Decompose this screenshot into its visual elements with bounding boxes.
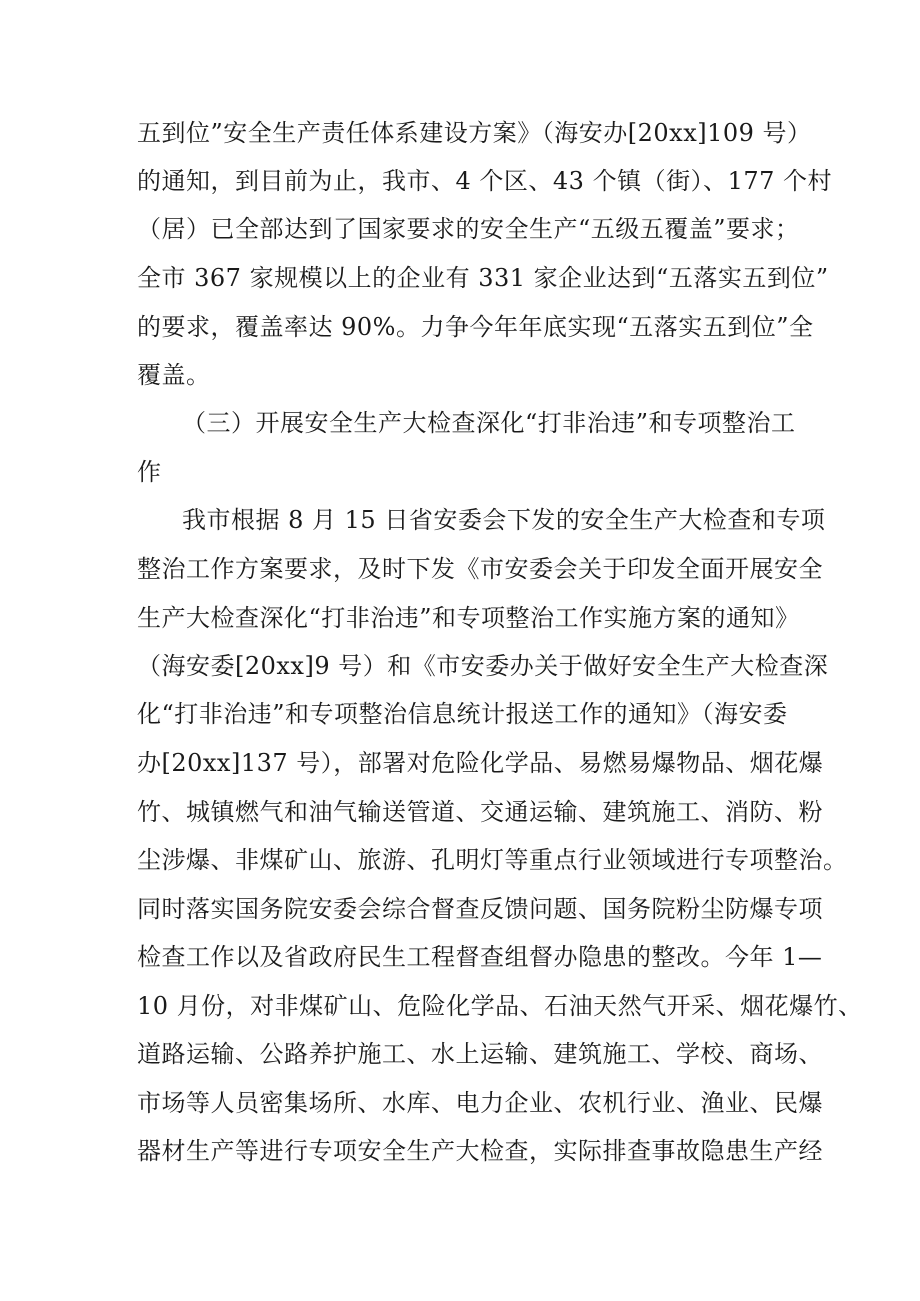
section-heading: （三）开展安全生产大检查深化“打非治违”和专项整治工 [182, 409, 796, 437]
text-line: 五到位”安全生产责任体系建设方案》（海安办[20xx]109 号） [137, 119, 812, 147]
text-line: 生产大检查深化“打非治违”和专项整治工作实施方案的通知》 [137, 604, 800, 632]
text-line: 检查工作以及省政府民生工程督查组督办隐患的整改。今年 1— [137, 943, 823, 971]
text-line: 道路运输、公路养护施工、水上运输、建筑施工、学校、商场、 [137, 1040, 823, 1068]
text-line: 尘涉爆、非煤矿山、旅游、孔明灯等重点行业领域进行专项整治。 [137, 846, 848, 874]
text-line: 器材生产等进行专项安全生产大检查，实际排查事故隐患生产经 [137, 1137, 823, 1165]
text-line: 我市根据 8 月 15 日省安委会下发的安全生产大检查和专项 [182, 506, 826, 534]
text-line: （海安委[20xx]9 号）和《市安委办关于做好安全生产大检查深 [137, 652, 829, 680]
text-line: 的通知，到目前为止，我市、4 个区、43 个镇（街）、177 个村 [137, 167, 833, 195]
section-heading-continuation: 作 [137, 458, 162, 486]
text-line: 市场等人员密集场所、水库、电力企业、农机行业、渔业、民爆 [137, 1089, 823, 1117]
text-line: 全市 367 家规模以上的企业有 331 家企业达到“五落实五到位” [137, 264, 829, 292]
text-line: 整治工作方案要求，及时下发《市安委会关于印发全面开展安全 [137, 555, 823, 583]
text-line: 同时落实国务院安委会综合督查反馈问题、国务院粉尘防爆专项 [137, 895, 823, 923]
text-line: 化“打非治违”和专项整治信息统计报送工作的通知》（海安委 [137, 700, 788, 728]
text-line: 的要求，覆盖率达 90%。力争今年年底实现“五落实五到位”全 [137, 313, 814, 341]
text-line: （居）已全部达到了国家要求的安全生产“五级五覆盖”要求； [137, 215, 800, 243]
text-line: 竹、城镇燃气和油气输送管道、交通运输、建筑施工、消防、粉 [137, 798, 823, 826]
text-line: 覆盖。 [137, 361, 211, 389]
text-line: 办[20xx]137 号），部署对危险化学品、易燃易爆物品、烟花爆 [137, 749, 824, 777]
text-line: 10 月份，对非煤矿山、危险化学品、石油天然气开采、烟花爆竹、 [137, 992, 863, 1020]
